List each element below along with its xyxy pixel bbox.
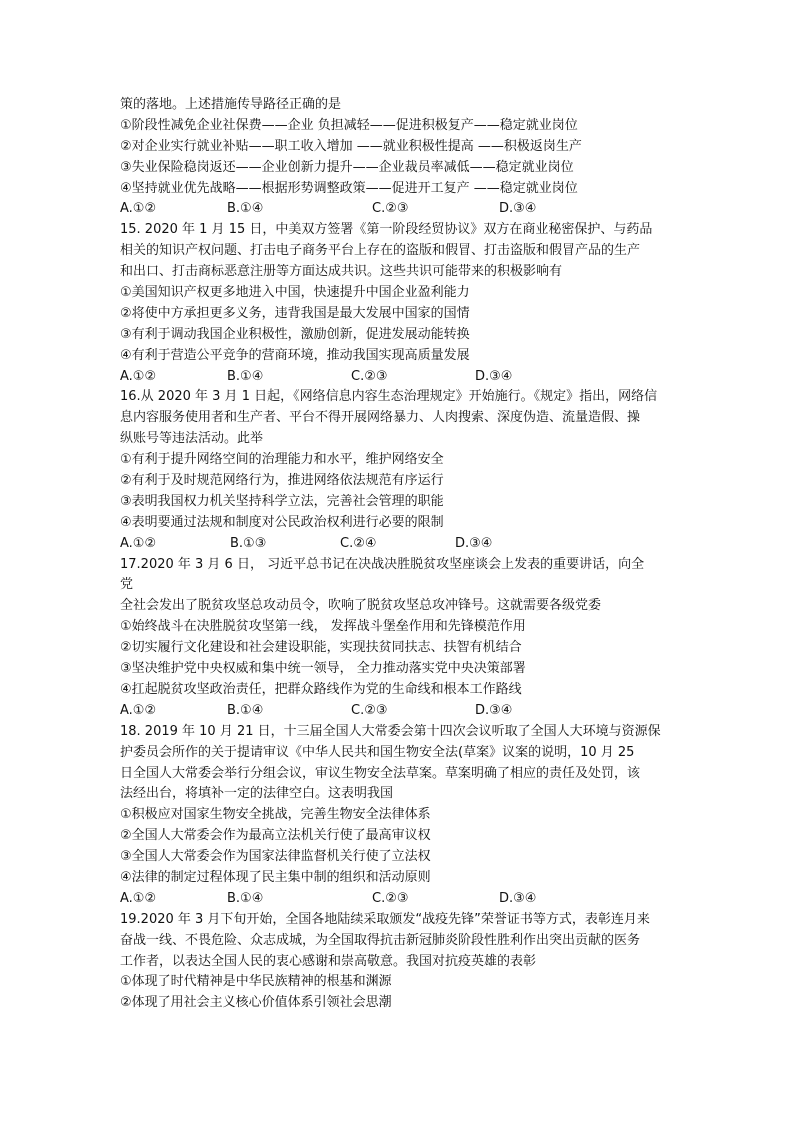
- question-text-line: 息内容服务使用者和生产者、平台不得开展网络暴力、人肉搜索、深度伪造、流量造假、操: [120, 410, 641, 426]
- question-15: [120, 220, 734, 387]
- statement-2: ②对企业实行就业补贴——职工收入增加 ——就业积极性提高 ——积极返岗生产: [120, 138, 582, 154]
- question-text-line: 全社会发出了脱贫攻坚总攻动员令，吹响了脱贫攻坚总攻冲锋号。这就需要各级党委: [120, 598, 602, 614]
- question-16: [120, 387, 734, 554]
- option-b: B.①④: [227, 368, 264, 384]
- statement-4: ④坚持就业优先战略——根据形势调整政策——促进开工复产 ——稳定就业岗位: [120, 180, 578, 196]
- statement-2: ②切实履行文化建设和社会建设职能，实现扶贫同扶志、扶智有机结合: [120, 640, 522, 656]
- option-d: D.③④: [455, 535, 493, 551]
- option-c: C.②③: [372, 201, 409, 217]
- option-c: C.②④: [340, 535, 377, 551]
- question-intro-continuation: [120, 95, 734, 220]
- statement-1: ①始终战斗在决胜脱贫攻坚第一线， 发挥战斗堡垒作用和先锋模范作用: [120, 619, 526, 635]
- option-c: C.②③: [372, 890, 409, 906]
- statement-3: ③坚决维护党中央权威和集中统一领导， 全力推动落实党中央决策部署: [120, 661, 526, 677]
- question-text-line: 策的落地。上述措施传导路径正确的是: [120, 97, 342, 112]
- question-text-line: 护委员会所作的关于提请审议《中华人民共和国生物安全法(草案》议案的说明，10 月 25: [120, 744, 635, 760]
- statement-3: ③表明我国权力机关坚持科学立法，完善社会管理的职能: [120, 493, 444, 509]
- answer-options: [120, 199, 734, 220]
- option-d: D.③④: [499, 890, 537, 906]
- statement-3: ③全国人大常委会作为国家法律监督机关行使了立法权: [120, 849, 431, 865]
- question-text-line: 法经出台，将填补一定的法律空白。这表明我国: [120, 786, 394, 802]
- statement-2: ②全国人大常委会作为最高立法机关行使了最高审议权: [120, 828, 431, 844]
- question-text-line: 纵账号等违法活动。此举: [120, 431, 264, 447]
- question-18: [120, 722, 734, 910]
- question-text-line: 19.2020 年 3 月下旬开始，全国各地陆续采取颁发“战疫先锋”荣誉证书等方式，表彰连月来: [120, 911, 650, 927]
- option-b: B.①④: [227, 702, 264, 718]
- option-a: A.①②: [120, 890, 157, 906]
- answer-options: [120, 701, 734, 722]
- option-d: D.③④: [475, 702, 513, 718]
- statement-1: ①体现了时代精神是中华民族精神的根基和渊源: [120, 974, 392, 990]
- answer-options: [120, 534, 734, 555]
- option-c: C.②③: [351, 702, 388, 718]
- statement-4: ④表明要通过法规和制度对公民政治权利进行必要的限制: [120, 514, 444, 530]
- option-a: A.①②: [120, 368, 157, 384]
- option-d: D.③④: [475, 368, 513, 384]
- question-text-line: 奋战一线、不畏危险、众志成城，为全国取得抗击新冠肺炎阶段性胜利作出突出贡献的医务: [120, 932, 641, 948]
- statement-1: ①美国知识产权更多地进入中国，快速提升中国企业盈利能力: [120, 285, 470, 301]
- option-a: A.①②: [120, 201, 157, 217]
- statement-4: ④法律的制定过程体现了民主集中制的组织和活动原则: [120, 869, 431, 885]
- question-text-line: 17.2020 年 3 月 6 日， 习近平总书记在决战决胜脱贫攻坚座谈会上发表的重要讲话，向全: [120, 556, 645, 572]
- answer-options: [120, 889, 734, 910]
- question-17: [120, 555, 734, 722]
- option-b: B.①④: [227, 201, 264, 217]
- statement-3: ③有利于调动我国企业积极性，激励创新，促进发展动能转换: [120, 326, 470, 342]
- statement-2: ②体现了用社会主义核心价值体系引领社会思潮: [120, 995, 392, 1011]
- statement-1: ①有利于提升网络空间的治理能力和水平，维护网络安全: [120, 452, 444, 468]
- statement-4: ④扛起脱贫攻坚政治责任，把群众路线作为党的生命线和根本工作路线: [120, 681, 522, 697]
- statement-4: ④有利于营造公平竞争的营商环境，推动我国实现高质量发展: [120, 347, 470, 363]
- statement-2: ②有利于及时规范网络行为，推进网络依法规范有序运行: [120, 473, 444, 489]
- question-text-line: 15. 2020 年 1 月 15 日，中美双方签署《第一阶段经贸协议》双方在商业秘密保护、与药品: [120, 222, 653, 238]
- question-text-line: 相关的知识产权问题、打击电子商务平台上存在的盗版和假冒、打击盗版和假冒产品的生产: [120, 243, 641, 259]
- statement-2: ②将使中方承担更多义务，违背我国是最大发展中国家的国情: [120, 305, 470, 321]
- option-a: A.①②: [120, 702, 157, 718]
- option-b: B.①③: [230, 535, 267, 551]
- option-a: A.①②: [120, 535, 157, 551]
- question-19: [120, 910, 734, 1014]
- statement-1: ①积极应对国家生物安全挑战，完善生物安全法律体系: [120, 807, 431, 823]
- question-text-line: 日全国人大常委会举行分组会议，审议生物安全法草案。草案明确了相应的责任及处罚，该: [120, 765, 641, 781]
- answer-options: [120, 367, 734, 388]
- option-b: B.①④: [227, 890, 264, 906]
- question-text-line: 16.从 2020 年 3 月 1 日起，《网络信息内容生态治理规定》开始施行。《规定》指出，网络信: [120, 389, 658, 405]
- option-d: D.③④: [499, 201, 537, 217]
- statement-3: ③失业保险稳岗返还——企业创新力提升——企业裁员率减低——稳定就业岗位: [120, 159, 574, 175]
- question-text-line: 工作者，以表达全国人民的衷心感谢和崇高敬意。我国对抗疫英雄的表彰: [120, 953, 537, 969]
- question-text-line: 18. 2019 年 10 月 21 日，十三届全国人大常委会第十四次会议听取了全国人大环境与资源保: [120, 723, 661, 739]
- question-text-line: 党: [120, 577, 134, 593]
- option-c: C.②③: [351, 368, 388, 384]
- statement-1: ①阶段性减免企业社保费——企业 负担减轻——促进积极复产——稳定就业岗位: [120, 117, 578, 133]
- question-text-line: 和出口、打击商标恶意注册等方面达成共识。这些共识可能带来的积极影响有: [120, 264, 563, 280]
